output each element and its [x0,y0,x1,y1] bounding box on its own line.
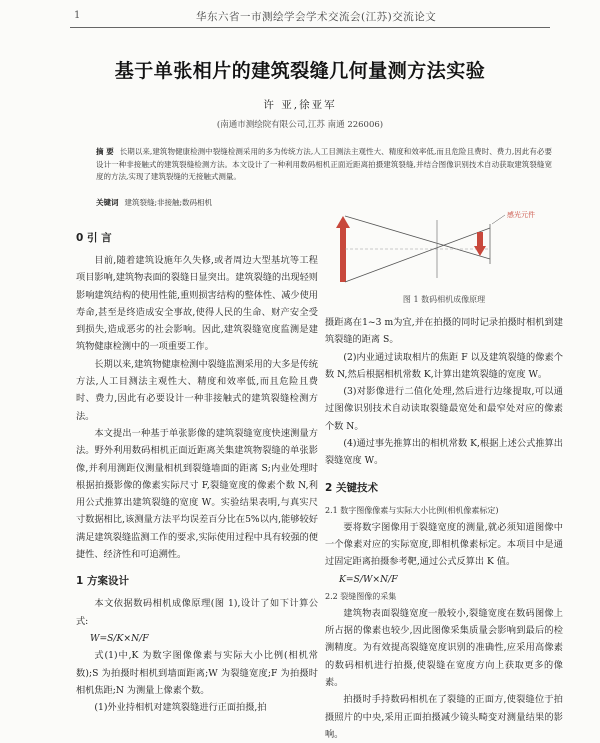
subsection-heading: 2.1 数字图像像素与实际大小比例(相机像素标定) [325,505,499,515]
section-heading: 1 方案设计 [76,575,129,588]
section-heading: 2 关键技术 [325,481,378,494]
paragraph: (1)外业持相机对建筑裂缝进行正面拍摄,拍 [94,702,267,714]
paragraph: 摄距离在1~3 m为宜,并在拍摄的同时记录拍摄时相机到建筑裂缝的距离 S。 [325,317,563,346]
paragraph: 本文提出一种基于单张影像的建筑裂缝宽度快速测量方法。野外利用数码相机正面近距离关集建筑物裂缝的单张影像,并利用测距仪测量相机到裂缝墙面的距离 S;内业处理时根据拍摄影像的像素实际尺寸 F,裂缝宽度的像素个数 N,利用公式推算出建筑裂缝的宽度 W。实验结果表明,与真实尺寸数据相比,该测量方法平均误差百分比在5%以内,能够较好满足建筑裂缝监测工作的要求,实际使用过程中具有较强的便捷性、经济性和可追溯性。 [76,427,318,561]
paragraph: 拍摄时手持数码相机在了裂缝的正面方,使裂缝位于拍摄照片的中央,采用正面拍摄减少镜头畸变对测量结果的影响。 [325,694,563,740]
left-column [76,228,318,716]
figure-caption: 图 1 数码相机成像原理 [402,295,486,304]
paragraph: 目前,随着建筑设施年久失修,或者周边大型基坑等工程项目影响,建筑物表面的裂缝日显突出。建筑裂缝的出现轻则影响建筑结构的使用性能,重则损害结构的整体性、减少使用寿命,甚至是终造成安全事故,使得人民的生命、财产安全受到损失,造成恶劣的社会影响。因此,建筑裂缝宽度监测是建筑物健康检测中的一项重要工作。 [76,255,318,353]
section-heading: 0 引 言 [76,232,112,244]
paragraph: 本文依据数码相机成像原理(图 1),设计了如下计算公式: [76,598,318,627]
sensor-pointer [492,215,505,224]
paragraph: 要将数字图像用于裂缝宽度的测量,就必须知道图像中一个像素对应的实际宽度,即相机像素标定。本项目中是通过固定距离拍摄参考靶,通过公式反算出 K 值。 [325,521,563,568]
paragraph: 建筑物表面裂缝宽度一般较小,裂缝宽度在数码图像上所占据的像素也较少,因此图像采集质量会影响到最后的检测精度。为有效提高裂缝宽度识别的准确性,应采用高像素的数码相机进行拍摄,使裂缝在宽度方向上获取更多的像素。 [325,607,563,689]
abstract-text: 长期以来,建筑物健康检测中裂缝检测采用的多为传统方法,人工目测法主观性大、精度和效率低,而且危险且费时、费力,因此有必要设计一种非接触式的建筑裂缝检测方法。本文设计了一种利用数码相机正面近距离拍摄建筑裂缝,并结合图像识别技术自动获取建筑裂缝宽度的方法,实现了建筑裂缝的无接触式测量。 [96,147,552,181]
abstract [96,146,552,184]
camera-imaging-figure [325,206,563,290]
image-arrow [474,232,486,256]
right-column [325,314,563,743]
paragraph: (3)对影像进行二值化处理,然后进行边缘提取,可以通过图像识别技术自动读取裂缝最宽处和最窄处对应的像素个数 N。 [325,386,563,432]
keywords-label: 关键词 [96,198,119,207]
paper-affiliation: (南通市测绘院有限公司,江苏 南通 226006) [216,120,384,130]
abstract-label: 摘 要 [96,147,114,156]
paper-title: 基于单张相片的建筑裂缝几何量测方法实验 [114,60,486,82]
light-ray-bottom [345,228,490,282]
page-number: 1 [74,10,81,21]
paragraph: (2)内业通过读取相片的焦距 F 以及建筑裂缝的像素个数 N,然后根据相机常数 K,计算出建筑裂缝的宽度 W。 [325,351,563,380]
formula: K=S/W×N/F [339,573,398,585]
paragraph: 长期以来,建筑物健康检测中裂缝监测采用的大多是传统方法,人工目测法主观性大、精度和效率低,而且危险且费时、费力,因此有必要设计一种非接触式的建筑裂缝检测方法。 [76,358,318,422]
paragraph: (4)通过事先推算出的相机常数 K,根据上述公式推算出裂缝宽度 W。 [325,438,563,467]
subsection-heading: 2.2 裂缝图像的采集 [325,591,397,601]
keywords-text: 建筑裂缝;非接触;数码相机 [124,198,213,207]
sensor-label: 感光元件 [507,211,535,219]
header-rule [70,27,550,28]
paragraph: 式(1)中,K 为数字图像像素与实际大小比例(相机常数);S 为拍摄时相机到墙面距离;W 为裂缝宽度;F 为拍摄时相机焦距;N 为测量上像素个数。 [76,650,318,696]
paper-authors: 许 亚,徐亚军 [263,99,337,111]
formula: W=S/K×N/F [90,632,149,644]
running-header: 华东六省一市测绘学会学术交流会(江苏)交流论文 [196,11,437,23]
light-ray-top [345,216,490,259]
